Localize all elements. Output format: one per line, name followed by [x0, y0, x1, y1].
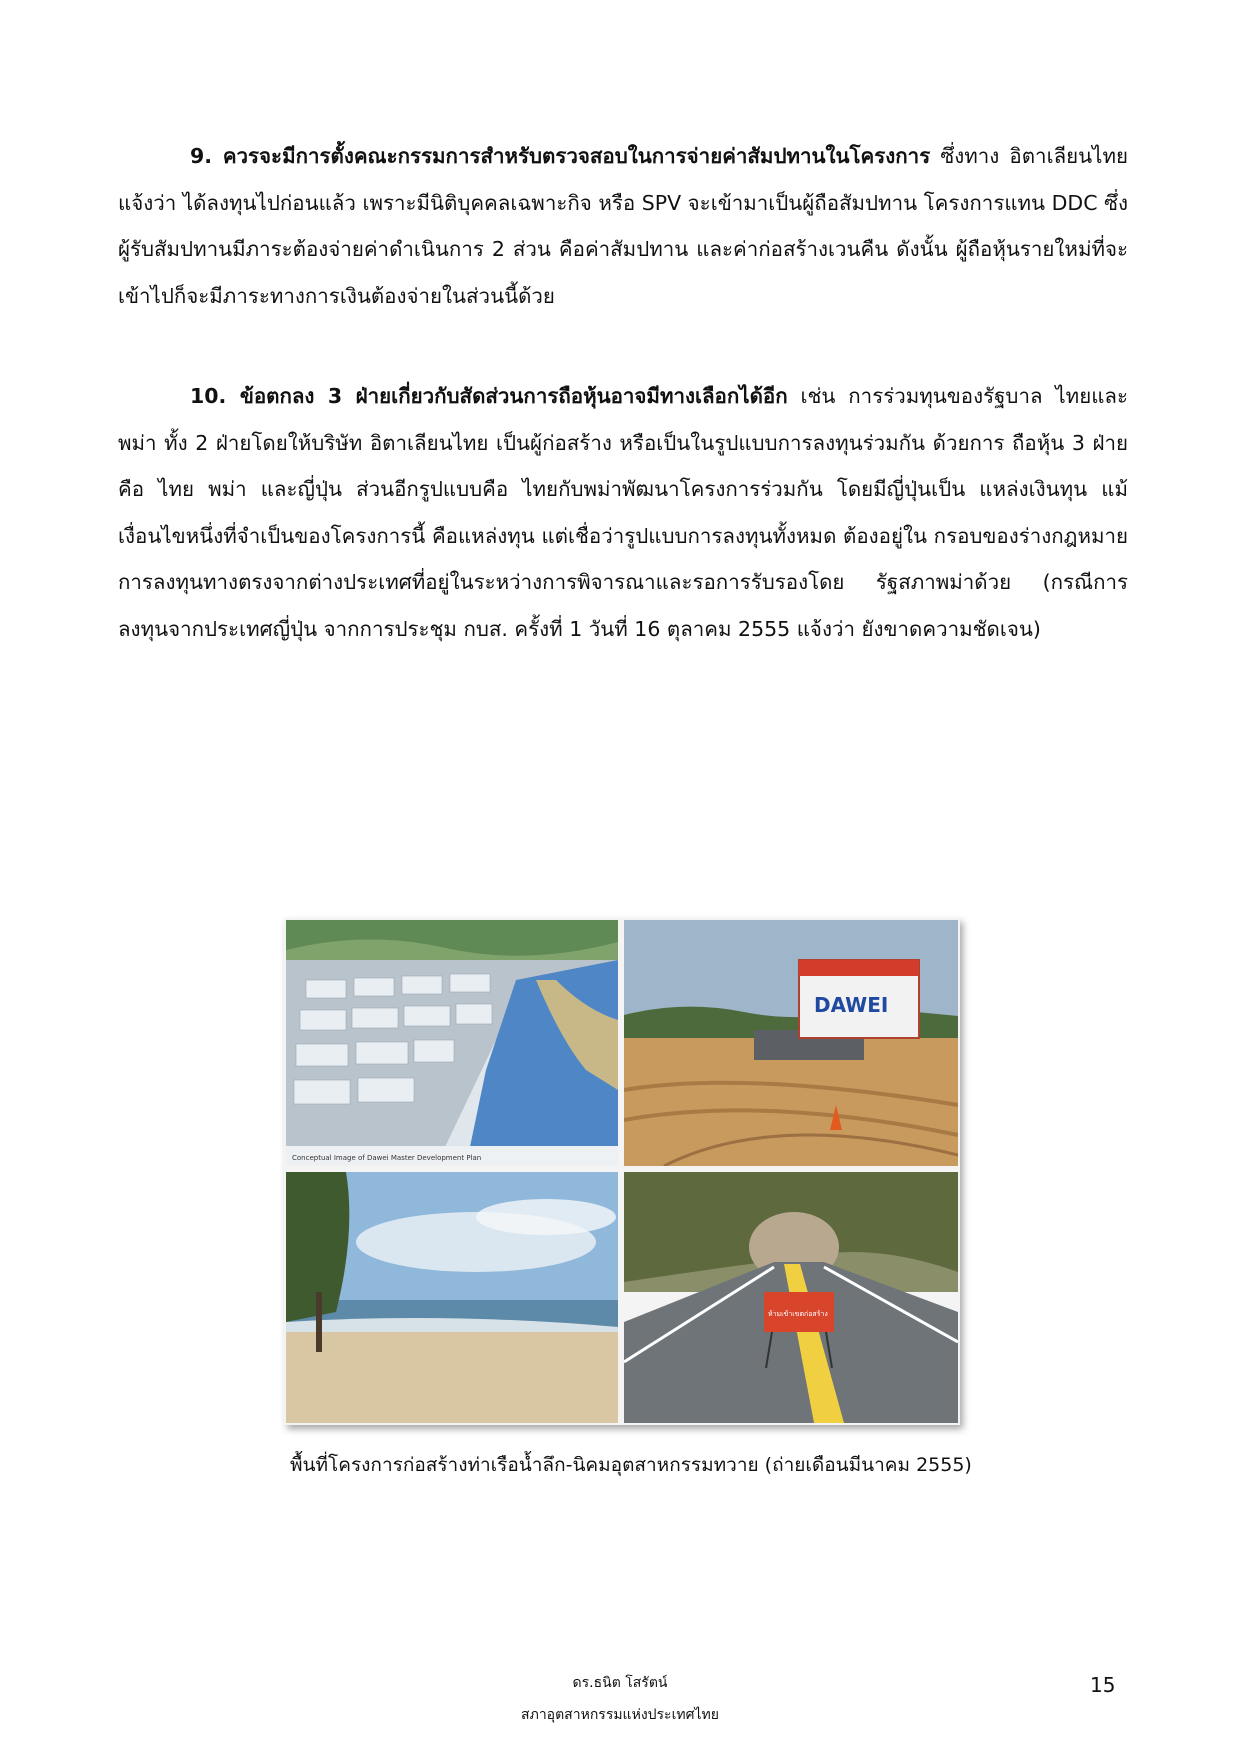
road-sign-text: ห้ามเข้าเขตก่อสร้าง — [768, 1310, 828, 1318]
figure-caption: พื้นที่โครงการก่อสร้างท่าเรือน้ำลึก-นิคมอุตสาหกรรมทวาย (ถ่ายเดือนมีนาคม 2555) — [290, 1454, 972, 1476]
photo-collage — [284, 918, 960, 1425]
paragraph-10-number: 10. — [190, 384, 227, 408]
paragraph-10-body: เช่น การร่วมทุนของรัฐบาล ไทยและพม่า ทั้ง 2 ฝ่ายโดยให้บริษัท อิตาเลียนไทย เป็นผู้ก่อสร้าง หรือเป็นในรูปแบบการลงทุนร่วมกัน ด้วยการ ถือหุ้น 3 ฝ่าย คือ ไทย พม่า และญี่ปุ่น ส่วนอีกรูปแบบคือ ไทยกับพม่าพัฒนาโครงการร่วมกัน โดยมีญี่ปุ่นเป็น แหล่งเงินทุน แม้เงื่อนไขหนึ่งที่จำเป็นของโครงการนี้ คือแหล่งทุน แต่เชื่อว่ารูปแบบการลงทุนทั้งหมด ต้องอยู่ใน กรอบของร่างกฎหมายการลงทุนทางตรงจากต่างประเทศที่อยู่ในระหว่างการพิจารณาและรอการรับรองโดย รัฐสภาพม่าด้วย (กรณีการลงทุนจากประเทศญี่ปุ่น จากการประชุม กบส. ครั้งที่ 1 วันที่ 16 ตุลาคม 2555 แจ้งว่า ยังขาดความชัดเจน) — [118, 384, 1128, 641]
paragraph-10-heading: ข้อตกลง 3 ฝ่ายเกี่ยวกับสัดส่วนการถือหุ้นอาจมีทางเลือกได้อีก — [239, 384, 788, 408]
master-plan-caption: Conceptual Image of Dawei Master Development Plan — [292, 1154, 482, 1162]
road-photo — [624, 1172, 958, 1423]
footer-author: ดร.ธนิต โสรัตน์ — [572, 1675, 668, 1691]
page-number: 15 — [1090, 1673, 1116, 1697]
construction-site-photo — [624, 920, 958, 1166]
master-plan-photo — [286, 920, 618, 1166]
paragraph-9-body: ซึ่งทาง อิตาเลียนไทยแจ้งว่า ได้ลงทุนไปก่อนแล้ว เพราะมีนิติบุคคลเฉพาะกิจ หรือ SPV จะเข้ามาเป็นผู้ถือสัมปทาน โครงการแทน DDC ซึ่งผู้รับสัมปทานมีภาระต้องจ่ายค่าดำเนินการ 2 ส่วน คือค่าสัมปทาน และค่าก่อสร้างเวนคืน ดังนั้น ผู้ถือหุ้นรายใหม่ที่จะเข้าไปก็จะมีภาระทางการเงินต้องจ่ายในส่วนนี้ด้วย — [118, 144, 1128, 308]
paragraph-9-heading: ควรจะมีการตั้งคณะกรรมการสำหรับตรวจสอบในการจ่ายค่าสัมปทานในโครงการ — [222, 144, 931, 168]
paragraph-10 — [118, 373, 1128, 652]
beach-photo — [286, 1172, 618, 1423]
footer-organization: สภาอุตสาหกรรมแห่งประเทศไทย — [521, 1707, 719, 1723]
paragraph-9-number: 9. — [190, 144, 213, 168]
paragraph-9 — [118, 133, 1128, 319]
dawei-banner-text: DAWEI — [814, 993, 889, 1017]
